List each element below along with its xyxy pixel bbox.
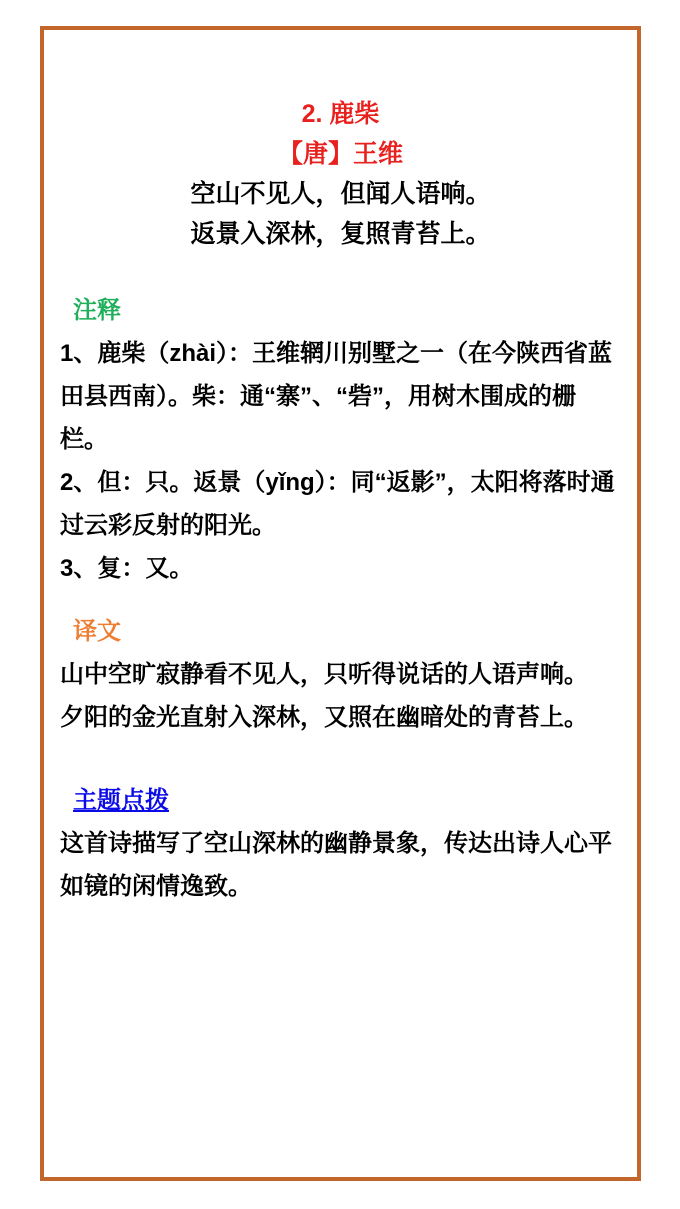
poem-line: 空山不见人，但闻人语响。	[190, 180, 491, 208]
poem-line: 返景入深林，复照青苔上。	[190, 220, 491, 248]
page-border-frame	[40, 26, 641, 1181]
notes-section	[60, 289, 621, 590]
theme-text: 这首诗描写了空山深林的幽静景象，传达出诗人心平如镜的闲情逸致。	[60, 830, 612, 900]
translation-line: 山中空旷寂静看不见人，只听得说话的人语声响。	[60, 661, 588, 688]
note-item: 1、鹿柴（zhài）：王维辋川别墅之一（在今陕西省蓝田县西南）。柴：通“寨”、“砦”，用树木围成的栅栏。	[60, 340, 613, 453]
note-item: 3、复：又。	[60, 555, 194, 582]
poem-title: 2. 鹿柴	[301, 100, 380, 128]
document-content	[44, 30, 637, 908]
poem-header	[60, 94, 621, 254]
theme-section	[60, 779, 621, 908]
translation-section	[60, 610, 621, 739]
theme-heading-link[interactable]: 主题点拨	[73, 787, 169, 814]
poem-author: 【唐】王维	[277, 140, 403, 168]
translation-heading: 译文	[73, 618, 121, 645]
notes-heading: 注释	[73, 297, 121, 324]
note-item: 2、但：只。返景（yǐng）：同“返影”，太阳将落时通过云彩反射的阳光。	[60, 469, 615, 539]
translation-line: 夕阳的金光直射入深林，又照在幽暗处的青苔上。	[60, 704, 588, 731]
